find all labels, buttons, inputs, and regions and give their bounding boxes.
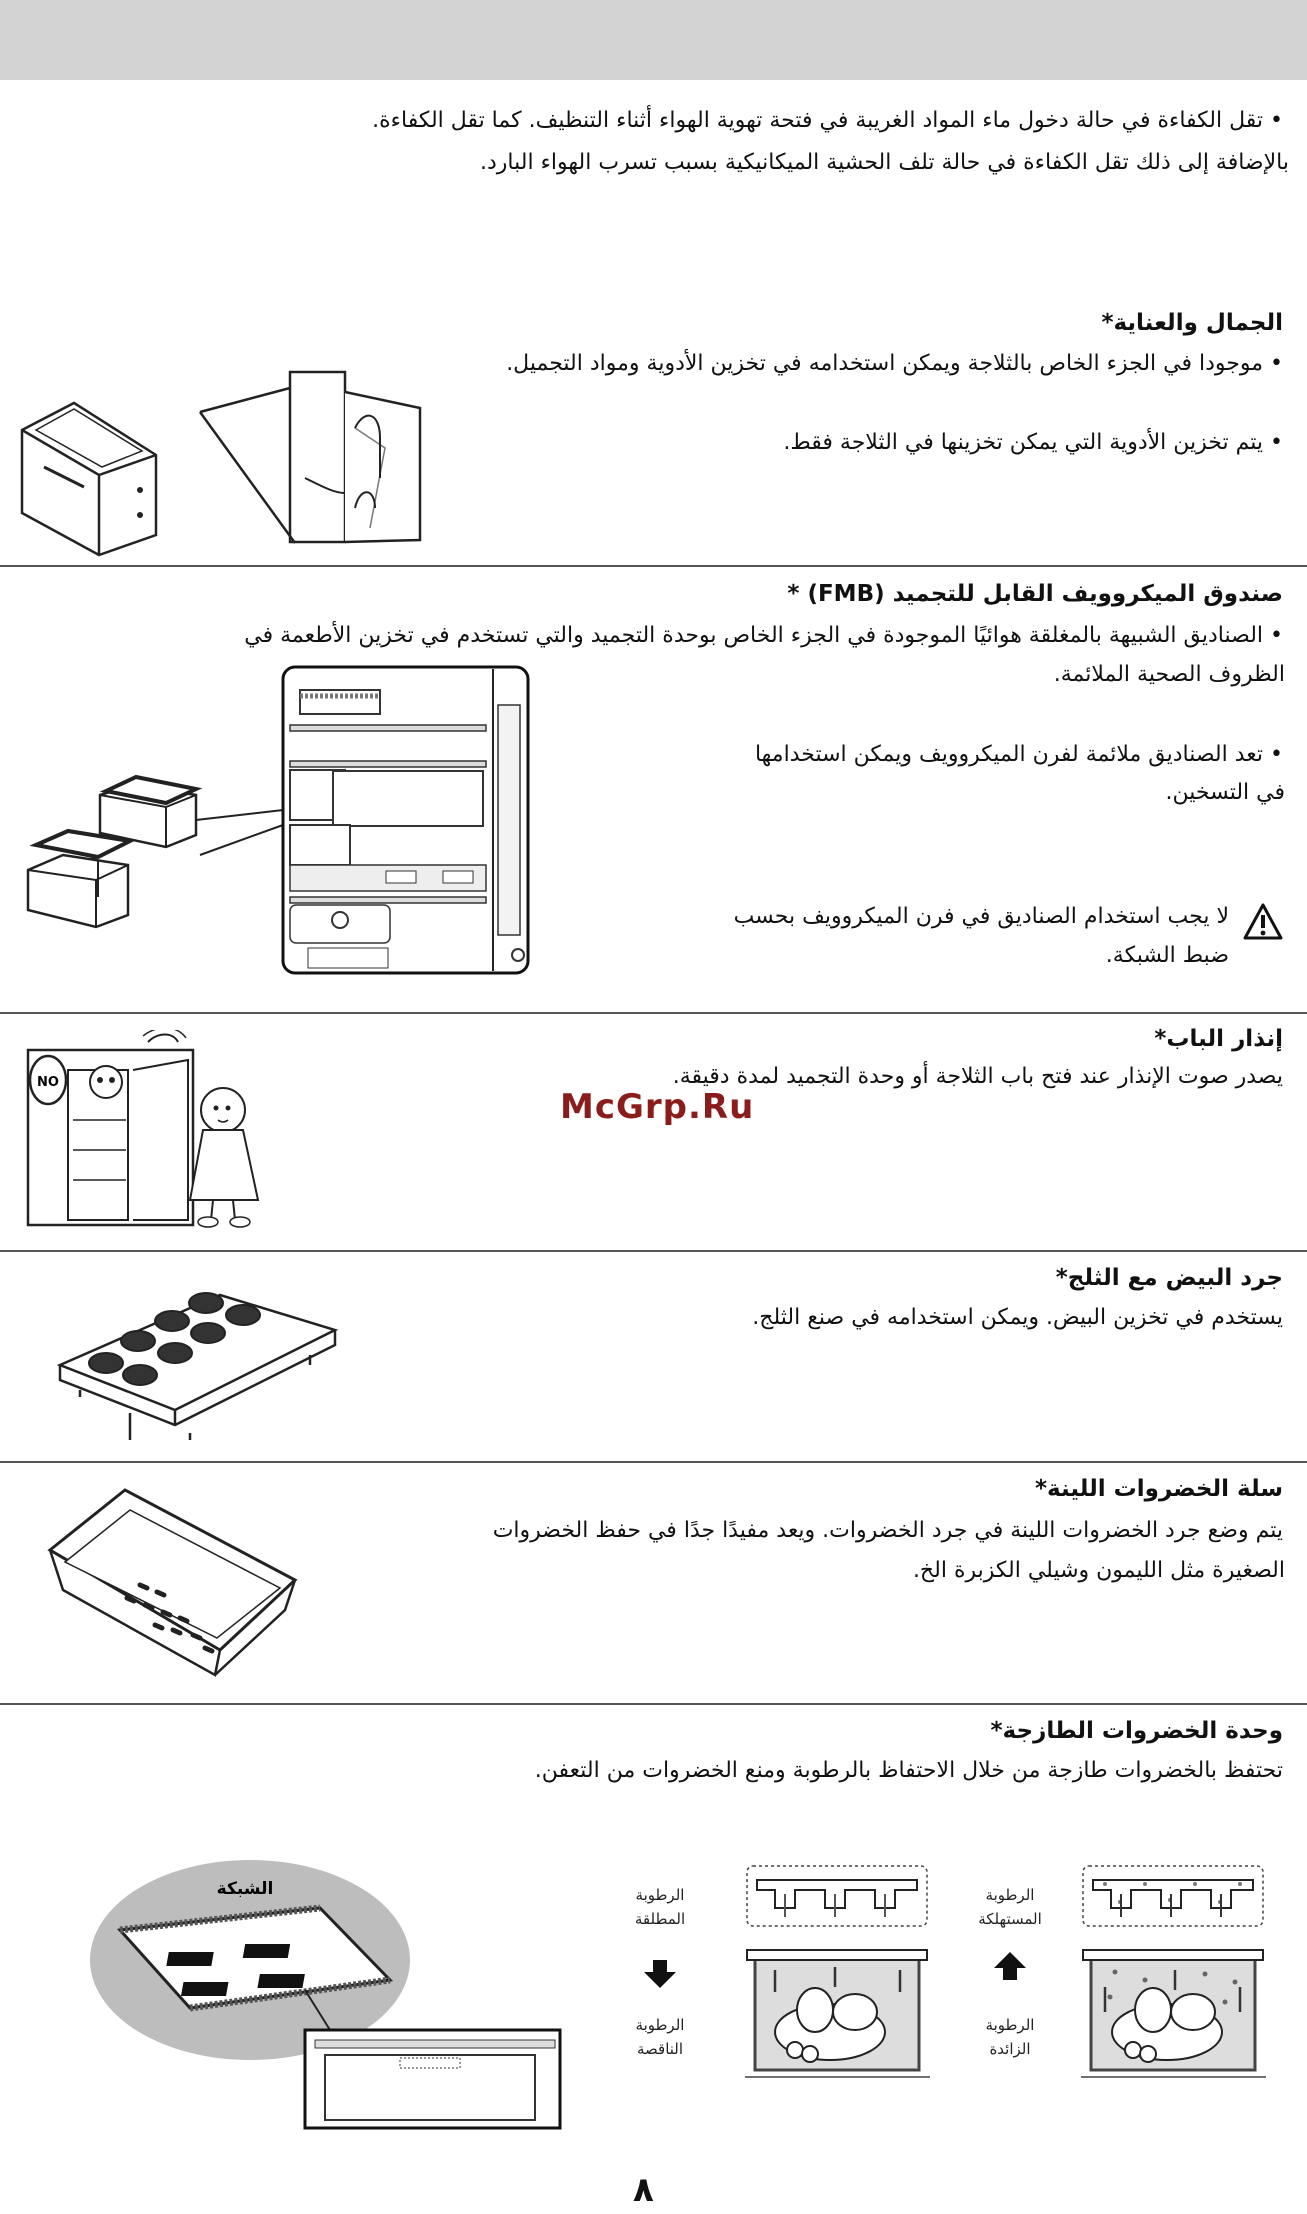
section-divider — [0, 1461, 1307, 1463]
fmb-title: صندوق الميكروويف القابل للتجميد (FMB) * — [787, 581, 1283, 607]
fmb-fridge-illustration — [18, 665, 533, 975]
down-arrow-icon — [644, 1960, 676, 1988]
humidity-consumed-label — [950, 1880, 1070, 2070]
beauty-para-1: • موجودا في الجزء الخاص بالثلاجة ويمكن استخدامه في تخزين الأدوية ومواد التجميل. — [506, 351, 1283, 376]
up-arrow-icon — [994, 1952, 1026, 1980]
fmb-para-1b: الظروف الصحية الملائمة. — [1053, 662, 1285, 687]
watermark: McGrp.Ru — [560, 1087, 755, 1127]
header-band — [0, 0, 1307, 80]
released-label-a: الرطوبة — [635, 1886, 685, 1904]
released-label-b: المطلقة — [634, 1910, 686, 1928]
fmb-para-2a: • تعد الصناديق ملائمة لفرن الميكروويف ويمكن استخدامها — [754, 742, 1283, 767]
section-divider — [0, 1250, 1307, 1252]
lacking-label-b: الناقصة — [636, 2040, 684, 2058]
intro-line-1: • تقل الكفاءة في حالة دخول ماء المواد الغريبة في فتحة تهوية الهواء أثناء التنظيف. كما تقل الكفاءة. — [372, 108, 1283, 133]
excess-label-b: الزائدة — [989, 2040, 1031, 2058]
fmb-warning-a: لا يجب استخدام الصناديق في فرن الميكروويف بحسب — [733, 904, 1229, 929]
consumed-label-a: الرطوبة — [985, 1886, 1035, 1904]
beauty-door-illustration — [195, 368, 430, 548]
beauty-box-illustration — [14, 395, 164, 560]
door-alarm-para: يصدر صوت الإنذار عند فتح باب الثلاجة أو وحدة التجميد لمدة دقيقة. — [672, 1064, 1283, 1089]
soft-veg-title: سلة الخضروات اللينة* — [1035, 1476, 1283, 1502]
section-divider — [0, 1703, 1307, 1705]
section-divider — [0, 1012, 1307, 1014]
mesh-label: الشبكة — [216, 1879, 274, 1899]
door-alarm-title: إنذار الباب* — [1154, 1026, 1283, 1052]
soft-veg-para-a: يتم وضع جرد الخضروات اللينة في جرد الخضروات. ويعد مفيدًا جدًا في حفظ الخضروات — [492, 1518, 1283, 1543]
lacking-label-a: الرطوبة — [635, 2016, 685, 2034]
door-alarm-illustration — [18, 1030, 268, 1230]
warning-icon — [1243, 902, 1283, 942]
fresh-veg-para: تحتفظ بالخضروات طازجة من خلال الاحتفاظ بالرطوبة ومنع الخضروات من التعفن. — [534, 1758, 1283, 1783]
crisper-diagram-released — [735, 1862, 935, 2092]
excess-label-a: الرطوبة — [985, 2016, 1035, 2034]
soft-veg-para-b: الصغيرة مثل الليمون وشيلي الكزبرة الخ. — [912, 1558, 1285, 1583]
crisper-diagram-consumed — [1075, 1862, 1275, 2092]
intro-line-2: بالإضافة إلى ذلك تقل الكفاءة في حالة تلف الحشية الميكانيكية بسبب تسرب الهواء البارد. — [480, 150, 1289, 175]
fmb-warning-b: ضبط الشبكة. — [1105, 943, 1229, 968]
humidity-released-label — [600, 1880, 720, 2070]
egg-tray-para: يستخدم في تخزين البيض. ويمكن استخدامه في صنع الثلج. — [752, 1305, 1283, 1330]
egg-tray-title: جرد البيض مع الثلج* — [1055, 1265, 1283, 1291]
soft-veg-basket-illustration — [45, 1480, 305, 1680]
fmb-para-1a: • الصناديق الشبيهة بالمغلقة هوائيًا الموجودة في الجزء الخاص بوحدة التجميد والتي تستخدم في تخزين الأطعمة في — [244, 623, 1283, 648]
page-number: ٨ — [633, 2170, 654, 2210]
beauty-title: الجمال والعناية* — [1101, 310, 1283, 336]
beauty-para-2: • يتم تخزين الأدوية التي يمكن تخزينها في الثلاجة فقط. — [783, 430, 1283, 455]
fresh-veg-title: وحدة الخضروات الطازجة* — [990, 1718, 1283, 1744]
no-label: NO — [37, 1075, 59, 1090]
fmb-para-2b: في التسخين. — [1165, 780, 1285, 805]
egg-tray-illustration — [50, 1285, 340, 1445]
fresh-veg-mesh-illustration — [90, 1860, 580, 2130]
consumed-label-b: المستهلكة — [978, 1910, 1042, 1928]
section-divider — [0, 565, 1307, 567]
